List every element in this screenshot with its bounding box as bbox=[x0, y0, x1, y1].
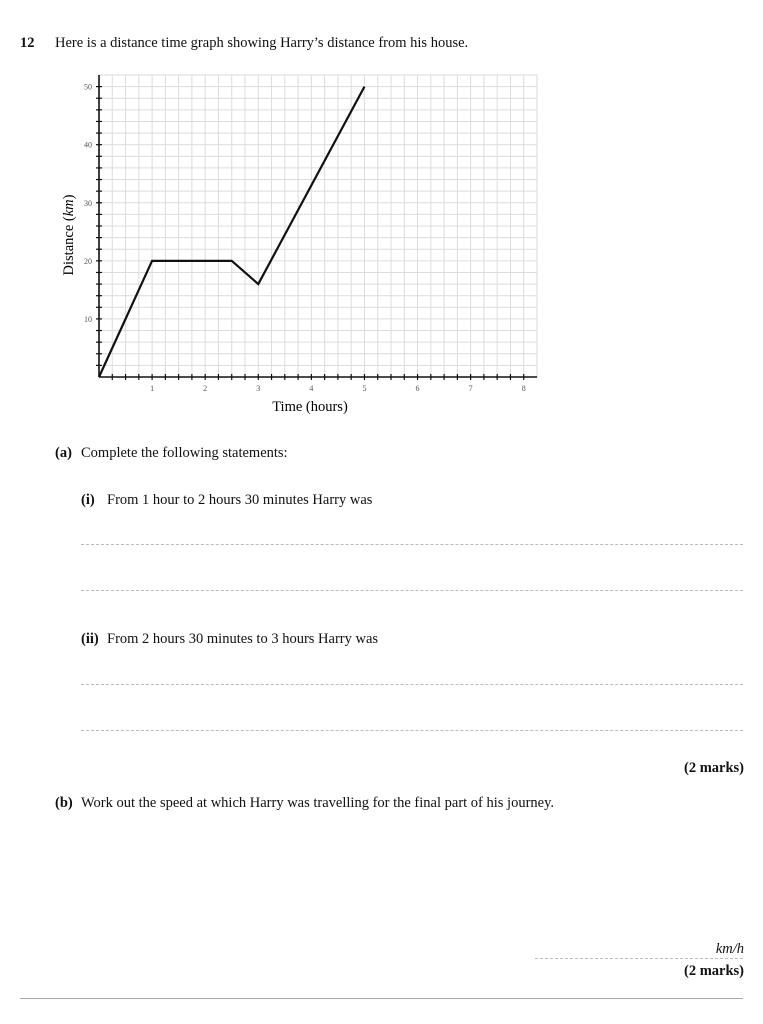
x-tick-label: 2 bbox=[203, 384, 208, 393]
x-tick-label: 4 bbox=[309, 384, 314, 393]
answer-line-a-ii-2[interactable] bbox=[81, 730, 743, 731]
x-tick-label: 1 bbox=[150, 384, 155, 393]
distance-time-graph bbox=[0, 0, 763, 420]
y-tick-label: 50 bbox=[84, 82, 92, 92]
question-intro: Here is a distance time graph showing Harry’s distance from his house. bbox=[55, 35, 469, 51]
x-tick-label: 6 bbox=[415, 384, 420, 393]
part-a-i-label: (i) bbox=[81, 492, 95, 508]
y-tick-label: 30 bbox=[84, 198, 92, 208]
answer-line-a-i-1[interactable] bbox=[81, 544, 743, 545]
part-a-ii-label: (ii) bbox=[81, 631, 99, 647]
part-b-label: (b) bbox=[55, 795, 73, 811]
y-axis-label: Distance (km) bbox=[61, 194, 77, 276]
x-tick-label: 5 bbox=[362, 384, 367, 393]
part-a-marks: (2 marks) bbox=[683, 760, 744, 776]
x-tick-label: 3 bbox=[256, 384, 261, 393]
x-tick-label: 8 bbox=[521, 384, 526, 393]
footer-divider bbox=[20, 998, 743, 999]
part-a-ii-text: From 2 hours 30 minutes to 3 hours Harry was bbox=[107, 631, 379, 647]
answer-unit: km/h bbox=[715, 941, 744, 957]
answer-line-b[interactable] bbox=[535, 958, 743, 959]
question-number: 12 bbox=[20, 35, 35, 51]
y-tick-label: 20 bbox=[84, 256, 92, 266]
answer-line-a-ii-1[interactable] bbox=[81, 684, 743, 685]
part-b-marks: (2 marks) bbox=[683, 963, 744, 979]
part-a-label: (a) bbox=[55, 445, 72, 461]
answer-line-a-i-2[interactable] bbox=[81, 590, 743, 591]
y-tick-label: 10 bbox=[84, 314, 92, 324]
x-tick-label: 7 bbox=[468, 384, 473, 393]
part-b-text: Work out the speed at which Harry was travelling for the final part of his journey. bbox=[81, 795, 555, 811]
part-a-text: Complete the following statements: bbox=[81, 445, 288, 461]
y-tick-label: 40 bbox=[84, 140, 92, 150]
x-axis-label: Time (hours) bbox=[272, 399, 348, 415]
part-a-i-text: From 1 hour to 2 hours 30 minutes Harry was bbox=[107, 492, 373, 508]
